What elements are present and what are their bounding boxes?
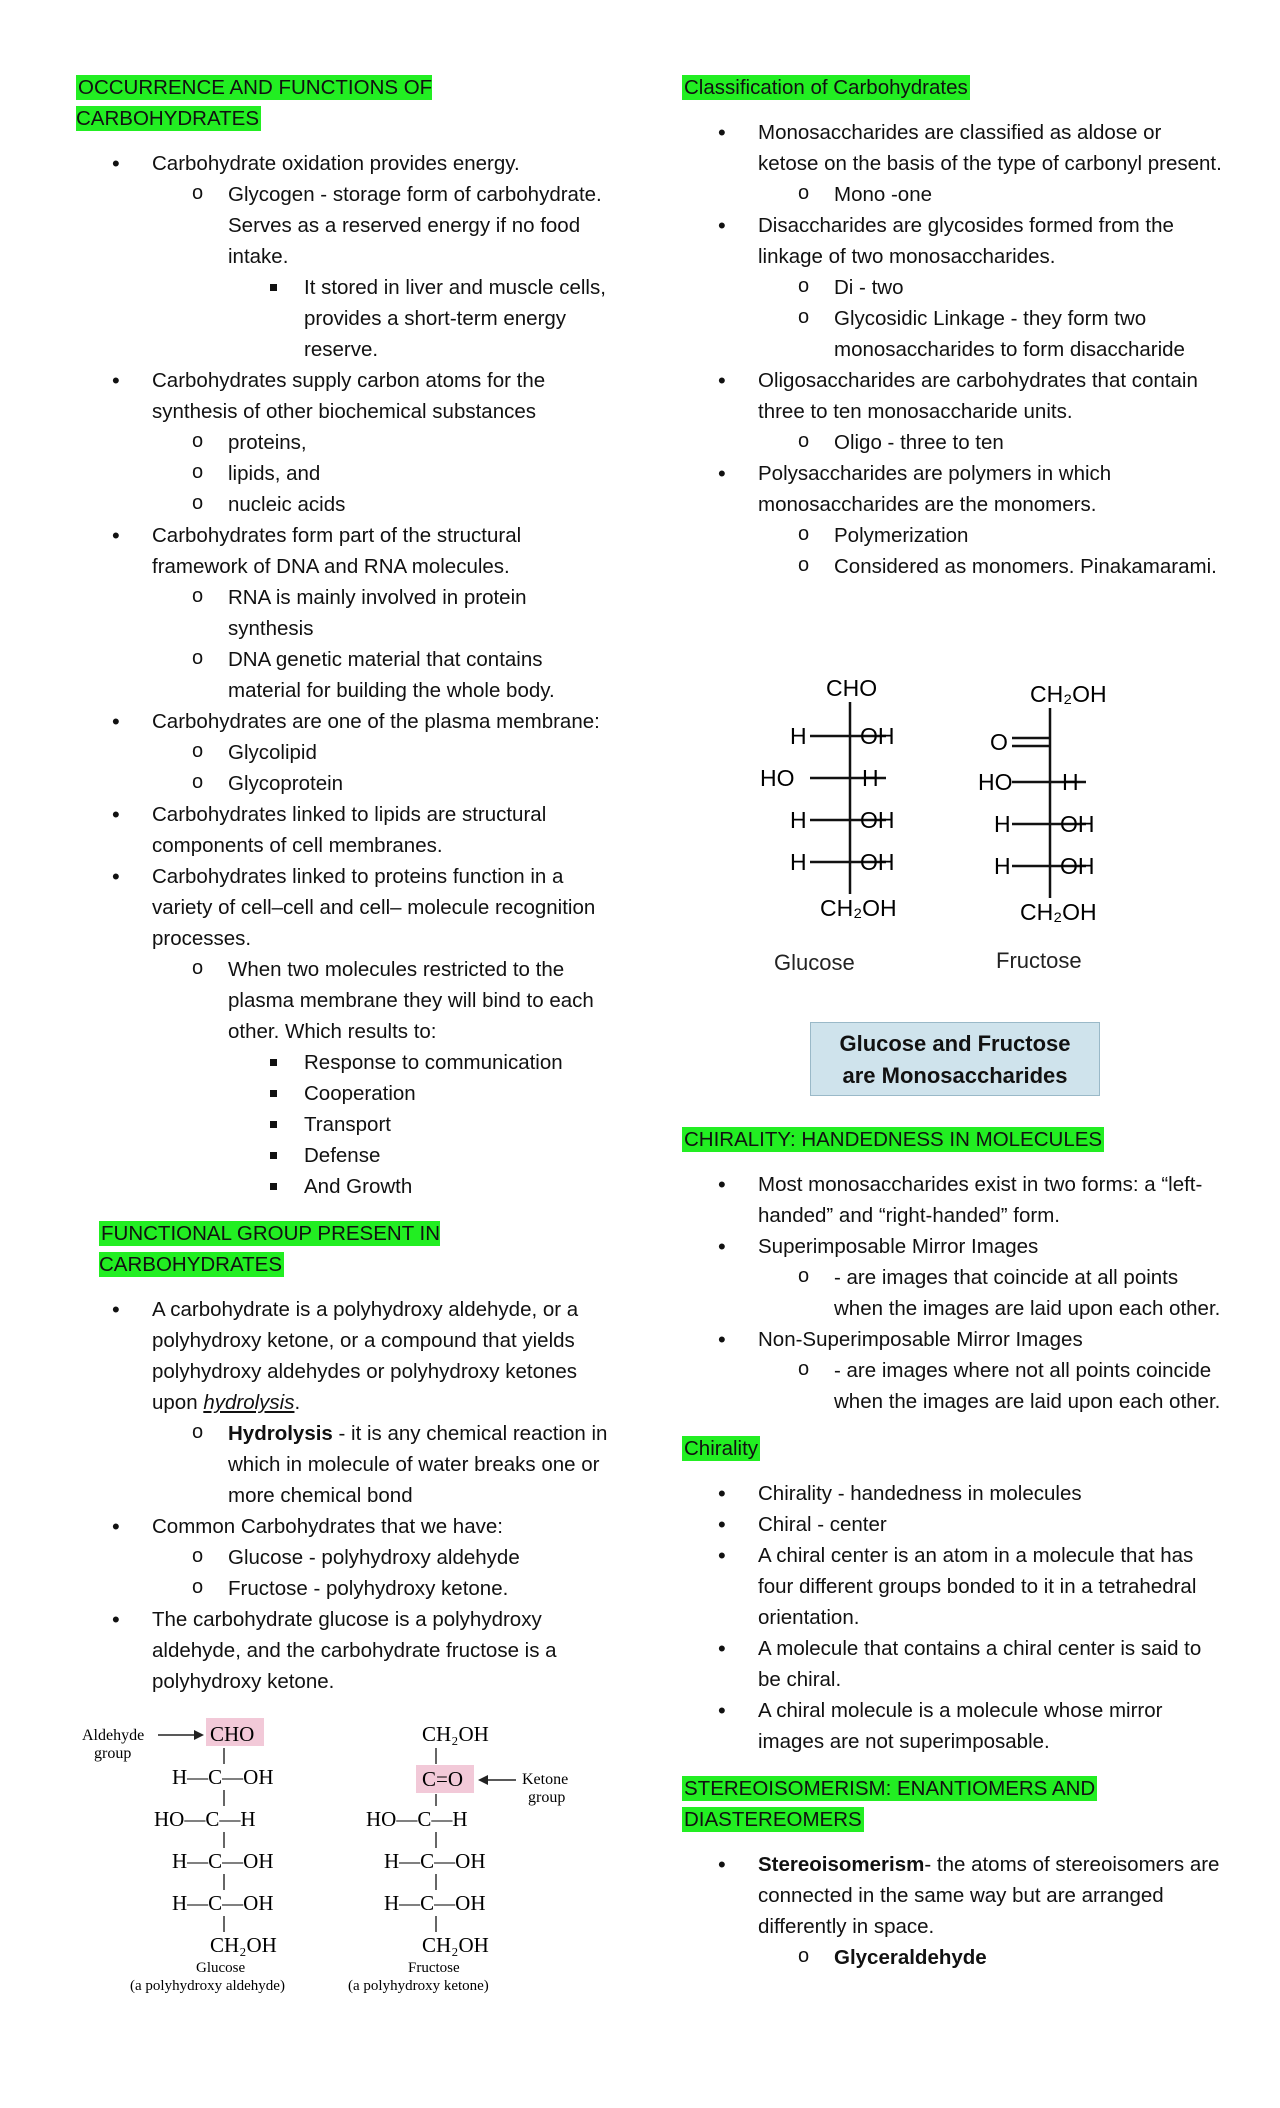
fischer-h: H: [1062, 769, 1079, 795]
list-item: o Glycogen - storage form of carbohydrate. Serves as a reserved energy if no food intake.: [76, 179, 616, 272]
stereoisomerism-list: [682, 1849, 1222, 1973]
fructose-o: O: [990, 729, 1008, 755]
list-item: • Monosaccharides are classified as aldose or ketose on the basis of the type of carbonyl present.: [682, 117, 1222, 179]
list-item: o Glycolipid: [76, 737, 616, 768]
fructose-ch2oh-top: CH₂OH: [1030, 681, 1107, 707]
fructose-label: Fructose: [996, 948, 1082, 973]
monosaccharide-figure: [750, 670, 1170, 990]
chirality-definitions: [682, 1478, 1222, 1757]
list-item: o proteins,: [76, 427, 616, 458]
fischer-h: H: [862, 765, 879, 791]
glucose-row: H—C—OH: [172, 1891, 274, 1915]
aldehyde-label-2: group: [94, 1745, 132, 1762]
glucose-ch2oh: CH₂OH: [820, 895, 897, 921]
glucose-desc: (a polyhydroxy aldehyde): [130, 1978, 285, 1994]
glucose-row: H—C—OH: [172, 1849, 274, 1873]
list-item: o nucleic acids: [76, 489, 616, 520]
fischer-ho: HO: [978, 769, 1013, 795]
left-column: [76, 72, 616, 1713]
list-item: o Glyceraldehyde: [682, 1942, 1222, 1973]
glucose-row: H—C—OH: [172, 1765, 274, 1789]
list-item: o Mono -one: [682, 179, 1222, 210]
functional-group-list: [76, 1294, 616, 1697]
list-item: • Non-Superimposable Mirror Images: [682, 1324, 1222, 1355]
list-item: o - are images where not all points coincide when the images are laid upon each other.: [682, 1355, 1222, 1417]
list-item: And Growth: [76, 1171, 616, 1202]
ketone-label-2: group: [528, 1789, 566, 1806]
caption-line: Glucose and Fructose: [839, 1031, 1071, 1056]
list-item: • Chirality - handedness in molecules: [682, 1478, 1222, 1509]
list-item: It stored in liver and muscle cells, provides a short-term energy reserve.: [76, 272, 616, 365]
list-item: • Carbohydrates form part of the structural framework of DNA and RNA molecules.: [76, 520, 616, 582]
fructose-name: Fructose: [408, 1960, 460, 1976]
right-column: [682, 72, 1222, 598]
list-item: Transport: [76, 1109, 616, 1140]
list-item: o Considered as monomers. Pinakamarami.: [682, 551, 1222, 582]
list-item: Response to communication: [76, 1047, 616, 1078]
chirality-list: [682, 1169, 1222, 1417]
glucose-name: Glucose: [196, 1960, 246, 1976]
fischer-oh: OH: [860, 807, 895, 833]
occurrence-list: [76, 148, 616, 1202]
list-item: • Polysaccharides are polymers in which monosaccharides are the monomers.: [682, 458, 1222, 520]
fructose-row: HO—C—H: [366, 1807, 468, 1831]
list-item: • A carbohydrate is a polyhydroxy aldehyde, or a polyhydroxy ketone, or a compound that yields polyhydroxy aldehydes or polyhydroxy ketones upon hydrolysis.: [76, 1294, 616, 1418]
section-heading-chirality: Chirality: [684, 1437, 759, 1460]
list-item: Defense: [76, 1140, 616, 1171]
list-item: • Carbohydrates are one of the plasma membrane:: [76, 706, 616, 737]
hydrolysis-link: hydrolysis: [203, 1391, 295, 1414]
list-item: o When two molecules restricted to the plasma membrane they will bind to each other. Which results to:: [76, 954, 616, 1047]
list-item: • A chiral molecule is a molecule whose mirror images are not superimposable.: [682, 1695, 1222, 1757]
fructose-desc: (a polyhydroxy ketone): [348, 1978, 489, 1994]
list-item: o Polymerization: [682, 520, 1222, 551]
list-item: o DNA genetic material that contains material for building the whole body.: [76, 644, 616, 706]
fructose-row: H—C—OH: [384, 1849, 486, 1873]
right-column-lower: [682, 1124, 1222, 1989]
list-item: o Glycosidic Linkage - they form two monosaccharides to form disaccharide: [682, 303, 1222, 365]
list-item: o Fructose - polyhydroxy ketone.: [76, 1573, 616, 1604]
fischer-h: H: [790, 849, 807, 875]
cho-text: CHO: [210, 1722, 255, 1746]
glucose-label: Glucose: [774, 950, 855, 975]
fischer-ho: HO: [760, 765, 795, 791]
list-item: o RNA is mainly involved in protein synthesis: [76, 582, 616, 644]
fischer-oh: OH: [860, 849, 895, 875]
list-item: • Oligosaccharides are carbohydrates that contain three to ten monosaccharide units.: [682, 365, 1222, 427]
list-item: • Superimposable Mirror Images: [682, 1231, 1222, 1262]
aldehyde-ketone-figure: [76, 1710, 616, 2010]
section-heading-chirality-handedness: CHIRALITY: HANDEDNESS IN MOLECULES: [684, 1128, 1103, 1151]
fischer-oh: OH: [1060, 853, 1095, 879]
ketone-text: C=O: [422, 1767, 464, 1791]
list-item: o Glycoprotein: [76, 768, 616, 799]
section-heading-stereoisomerism: STEREOISOMERISM: ENANTIOMERS AND DIASTEREOMERS: [684, 1777, 1096, 1831]
fischer-h: H: [790, 723, 807, 749]
list-item: • The carbohydrate glucose is a polyhydroxy aldehyde, and the carbohydrate fructose is a polyhydroxy ketone.: [76, 1604, 616, 1697]
list-item: • Carbohydrates supply carbon atoms for the synthesis of other biochemical substances: [76, 365, 616, 427]
section-heading-occurrence: OCCURRENCE AND FUNCTIONS OF CARBOHYDRATES: [76, 76, 433, 130]
list-item: • A chiral center is an atom in a molecule that has four different groups bonded to it in a tetrahedral orientation.: [682, 1540, 1222, 1633]
ketone-label: Ketone: [522, 1771, 569, 1788]
list-item: • A molecule that contains a chiral center is said to be chiral.: [682, 1633, 1222, 1695]
list-item: o lipids, and: [76, 458, 616, 489]
fructose-ch2oh: CH₂OH: [1020, 899, 1097, 925]
fructose-row: CH₂OH: [422, 1722, 489, 1746]
list-item: • Carbohydrates linked to proteins function in a variety of cell–cell and cell– molecule recognition processes.: [76, 861, 616, 954]
fischer-h: H: [994, 853, 1011, 879]
list-item: • Common Carbohydrates that we have:: [76, 1511, 616, 1542]
fischer-h: H: [790, 807, 807, 833]
glucose-cho: CHO: [826, 675, 878, 701]
list-item: • Chiral - center: [682, 1509, 1222, 1540]
classification-list: [682, 117, 1222, 582]
caption-line: are Monosaccharides: [842, 1063, 1068, 1088]
section-heading-classification: Classification of Carbohydrates: [684, 76, 968, 99]
fischer-oh: OH: [1060, 811, 1095, 837]
list-item: o Oligo - three to ten: [682, 427, 1222, 458]
glucose-row: CH₂OH: [210, 1933, 277, 1957]
fischer-h: H: [994, 811, 1011, 837]
fructose-row: CH₂OH: [422, 1933, 489, 1957]
list-item: o Hydrolysis - it is any chemical reaction in which in molecule of water breaks one or more chemical bond: [76, 1418, 616, 1511]
fructose-row: H—C—OH: [384, 1891, 486, 1915]
list-item: o Glucose - polyhydroxy aldehyde: [76, 1542, 616, 1573]
list-item: • Stereoisomerism- the atoms of stereoisomers are connected in the same way but are arranged differently in space.: [682, 1849, 1222, 1942]
list-item: Cooperation: [76, 1078, 616, 1109]
list-item: o - are images that coincide at all points when the images are laid upon each other.: [682, 1262, 1222, 1324]
list-item: • Carbohydrates linked to lipids are structural components of cell membranes.: [76, 799, 616, 861]
list-item: • Most monosaccharides exist in two forms: a “left-handed” and “right-handed” form.: [682, 1169, 1222, 1231]
list-item: • Carbohydrate oxidation provides energy.: [76, 148, 616, 179]
glucose-row: HO—C—H: [154, 1807, 256, 1831]
aldehyde-label: Aldehyde: [82, 1727, 145, 1744]
monosaccharide-caption: [810, 1022, 1100, 1096]
fischer-oh: OH: [860, 723, 895, 749]
list-item: o Di - two: [682, 272, 1222, 303]
list-item: • Disaccharides are glycosides formed from the linkage of two monosaccharides.: [682, 210, 1222, 272]
section-heading-functional-group: FUNCTIONAL GROUP PRESENT IN CARBOHYDRATES: [99, 1222, 441, 1276]
